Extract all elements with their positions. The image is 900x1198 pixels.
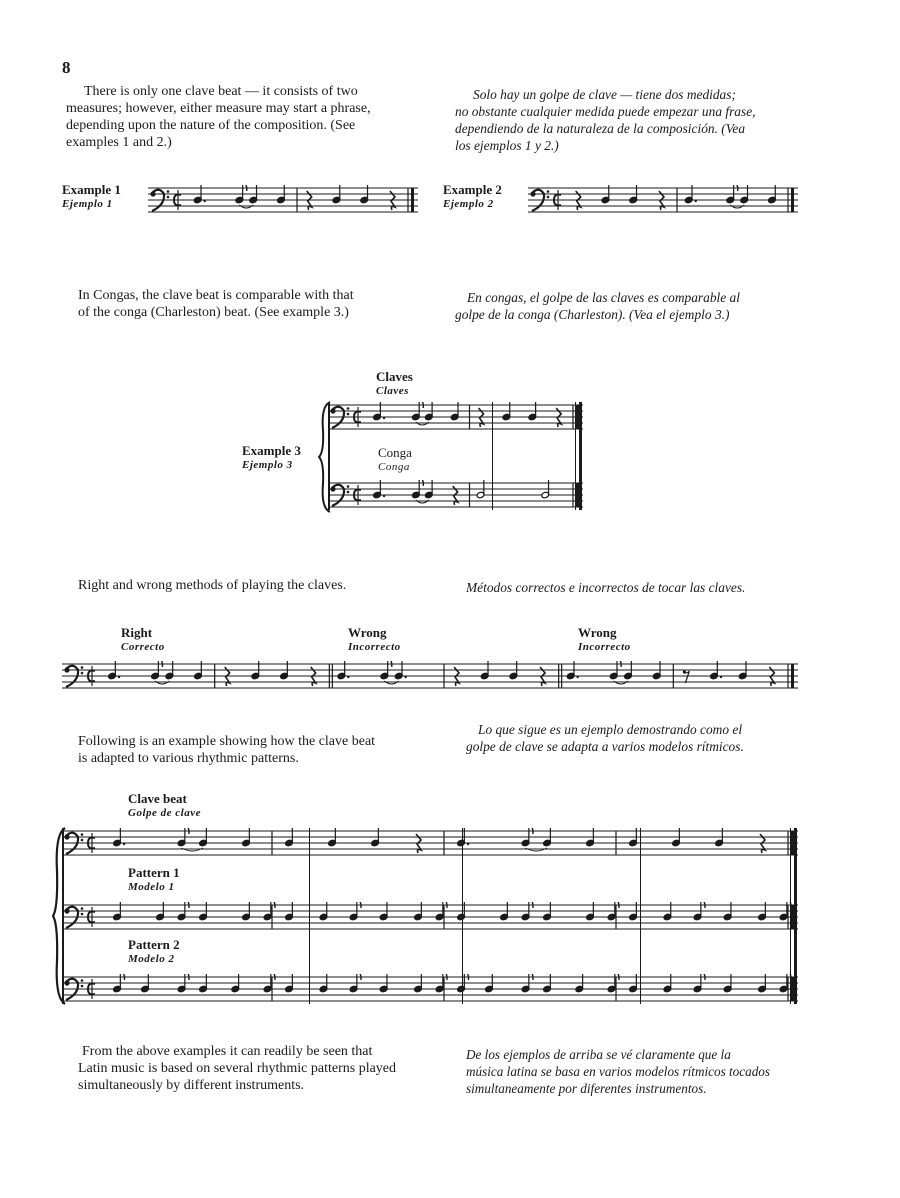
text-line: música latina se basa en varios modelos rítmicos tocados [466,1064,771,1079]
bass-clef-dot [64,980,69,985]
right-label [121,626,165,654]
methods-staff [62,661,798,691]
wrong2-title-es: Incorrecto [578,641,631,653]
text-line: simultaneamente por diferentes instrumentos. [466,1081,707,1096]
pattern1-staff [62,902,798,932]
text-line: Following is an example showing how the clave beat [78,734,376,749]
note-dot [123,843,125,845]
bass-clef-dot [64,667,69,672]
wrong1-title-es: Incorrecto [348,641,401,653]
text-line: of the conga (Charleston) beat. (See example 3.) [78,305,349,320]
note-dot [118,676,120,678]
bass-clef-dot [330,486,335,491]
final-barline [791,664,794,688]
example1-label [62,183,121,211]
bass-clef-dot [81,833,84,836]
bass-clef-dot [81,979,84,982]
final-barline [411,188,414,212]
notes [64,974,794,1001]
text-line: depending upon the nature of the composition. (See [66,118,356,133]
note-dot [577,676,579,678]
example3-conga-staff [328,480,583,510]
text-line: In Congas, the clave beat is comparable with that [78,288,354,303]
conclusion-english [78,1043,418,1094]
pattern2-title: Pattern 2 [128,937,180,952]
example2-title-es: Ejemplo 2 [443,198,494,210]
bass-clef-dot [167,196,170,199]
pattern1-title-es: Modelo 1 [128,881,175,893]
example3-title: Example 3 [242,443,301,458]
bass-clef-dot [347,485,350,488]
bass-clef-dot [530,191,535,196]
notes [330,402,579,429]
text-line: Latin music is based on several rhythmic patterns played [78,1061,397,1076]
notes [64,661,794,688]
example1-title-es: Ejemplo 1 [62,198,113,210]
example2-staff [528,185,798,215]
congas-spanish [455,289,815,323]
text-line: golpe de la conga (Charleston). (Vea el ejemplo 3.) [455,307,730,322]
final-barline [791,188,794,212]
note-dot [467,843,469,845]
example1-title: Example 1 [62,182,121,197]
notes [330,480,579,507]
conga-title-es: Conga [378,461,410,473]
system-barline [575,402,576,510]
pattern1-title: Pattern 1 [128,865,180,880]
clave-beat-label [128,792,201,820]
bass-clef-dot [64,908,69,913]
claves-label [376,370,413,398]
methods-english: Right and wrong methods of playing the claves. [78,578,347,593]
bass-clef-dot [150,191,155,196]
bass-clef-dot [81,672,84,675]
text-line: measures; however, either measure may start a phrase, [66,101,371,116]
pattern2-label [128,938,180,966]
text-line: En congas, el golpe de las claves es comparable al [467,290,740,305]
conclusion-spanish [466,1046,811,1097]
bass-clef-dot [81,666,84,669]
clave-beat-title-es: Golpe de clave [128,807,201,819]
staff-lines [62,977,798,1001]
wrong2-label [578,626,631,654]
system-line [328,402,330,510]
example3-claves-staff [328,402,583,432]
bass-clef-dot [81,985,84,988]
conga-title: Conga [378,445,412,460]
following-english [78,733,418,767]
system-final-barline [579,402,582,510]
clave-beat-title: Clave beat [128,791,187,806]
text-line: simultaneously by different instruments. [78,1078,305,1093]
bass-clef-dot [64,834,69,839]
bass-clef-dot [547,190,550,193]
wrong1-label [348,626,401,654]
clave-beat-staff [62,828,798,858]
claves-title: Claves [376,369,413,384]
eighth-rest-stroke [684,671,689,683]
system-barline [309,828,310,1004]
right-title: Right [121,625,153,640]
notes [64,902,794,929]
note-dot [204,200,206,202]
bass-clef-dot [167,190,170,193]
pattern2-title-es: Modelo 2 [128,953,175,965]
bass-clef-dot [347,491,350,494]
intro-english [66,83,411,151]
bass-clef-dot [547,196,550,199]
staff-lines [62,831,798,855]
text-line: From the above examples it can readily be seen that [82,1044,373,1059]
bass-clef-dot [347,413,350,416]
note-dot [383,417,385,419]
note-dot [405,676,407,678]
text-line: no obstante cualquier medida puede empezar una frase, [455,104,756,119]
system-barline [790,828,791,1004]
system-barline [462,828,463,1004]
system-final-barline [794,828,797,1004]
wrong1-title: Wrong [348,625,387,640]
text-line: Solo hay un golpe de clave — tiene dos medidas; [473,87,736,102]
congas-english [78,287,418,321]
note-dot [720,676,722,678]
system-line [62,828,64,1004]
claves-title-es: Claves [376,385,409,397]
text-line: dependiendo de la naturaleza de la composición. (Vea [455,121,746,136]
following-spanish [466,721,806,755]
page-number: 8 [62,58,71,77]
bass-clef-dot [81,913,84,916]
right-title-es: Correcto [121,641,165,653]
text-line: Lo que sigue es un ejemplo demostrando como el [478,722,743,737]
text-line: is adapted to various rhythmic patterns. [78,751,299,766]
pattern1-label [128,866,180,894]
example3-title-es: Ejemplo 3 [242,459,293,471]
pattern2-staff [62,974,798,1004]
example2-title: Example 2 [443,182,502,197]
note-dot [347,676,349,678]
text-line: De los ejemplos de arriba se vé claramente que la [466,1047,731,1062]
bass-clef-dot [347,407,350,410]
intro-spanish [455,86,815,154]
text-line: golpe de clave se adapta a varios modelos rítmicos. [466,739,744,754]
wrong2-title: Wrong [578,625,617,640]
notes [530,185,794,212]
example2-label [443,183,502,211]
bass-clef-dot [81,907,84,910]
system-barline [492,402,493,510]
note-dot [695,200,697,202]
text-line: los ejemplos 1 y 2.) [455,138,559,153]
conga-label [378,446,412,474]
system-barline [640,828,641,1004]
notes [150,185,414,212]
methods-spanish: Métodos correctos e incorrectos de tocar las claves. [466,580,746,595]
staff-lines [528,188,798,212]
text-line: examples 1 and 2.) [66,135,172,150]
staff-lines [62,905,798,929]
bass-clef-dot [330,408,335,413]
note-dot [383,495,385,497]
text-line: There is only one clave beat — it consists of two [84,84,358,99]
bass-clef-dot [81,839,84,842]
example3-label [242,444,301,472]
example1-staff [148,185,418,215]
notes [64,828,794,855]
